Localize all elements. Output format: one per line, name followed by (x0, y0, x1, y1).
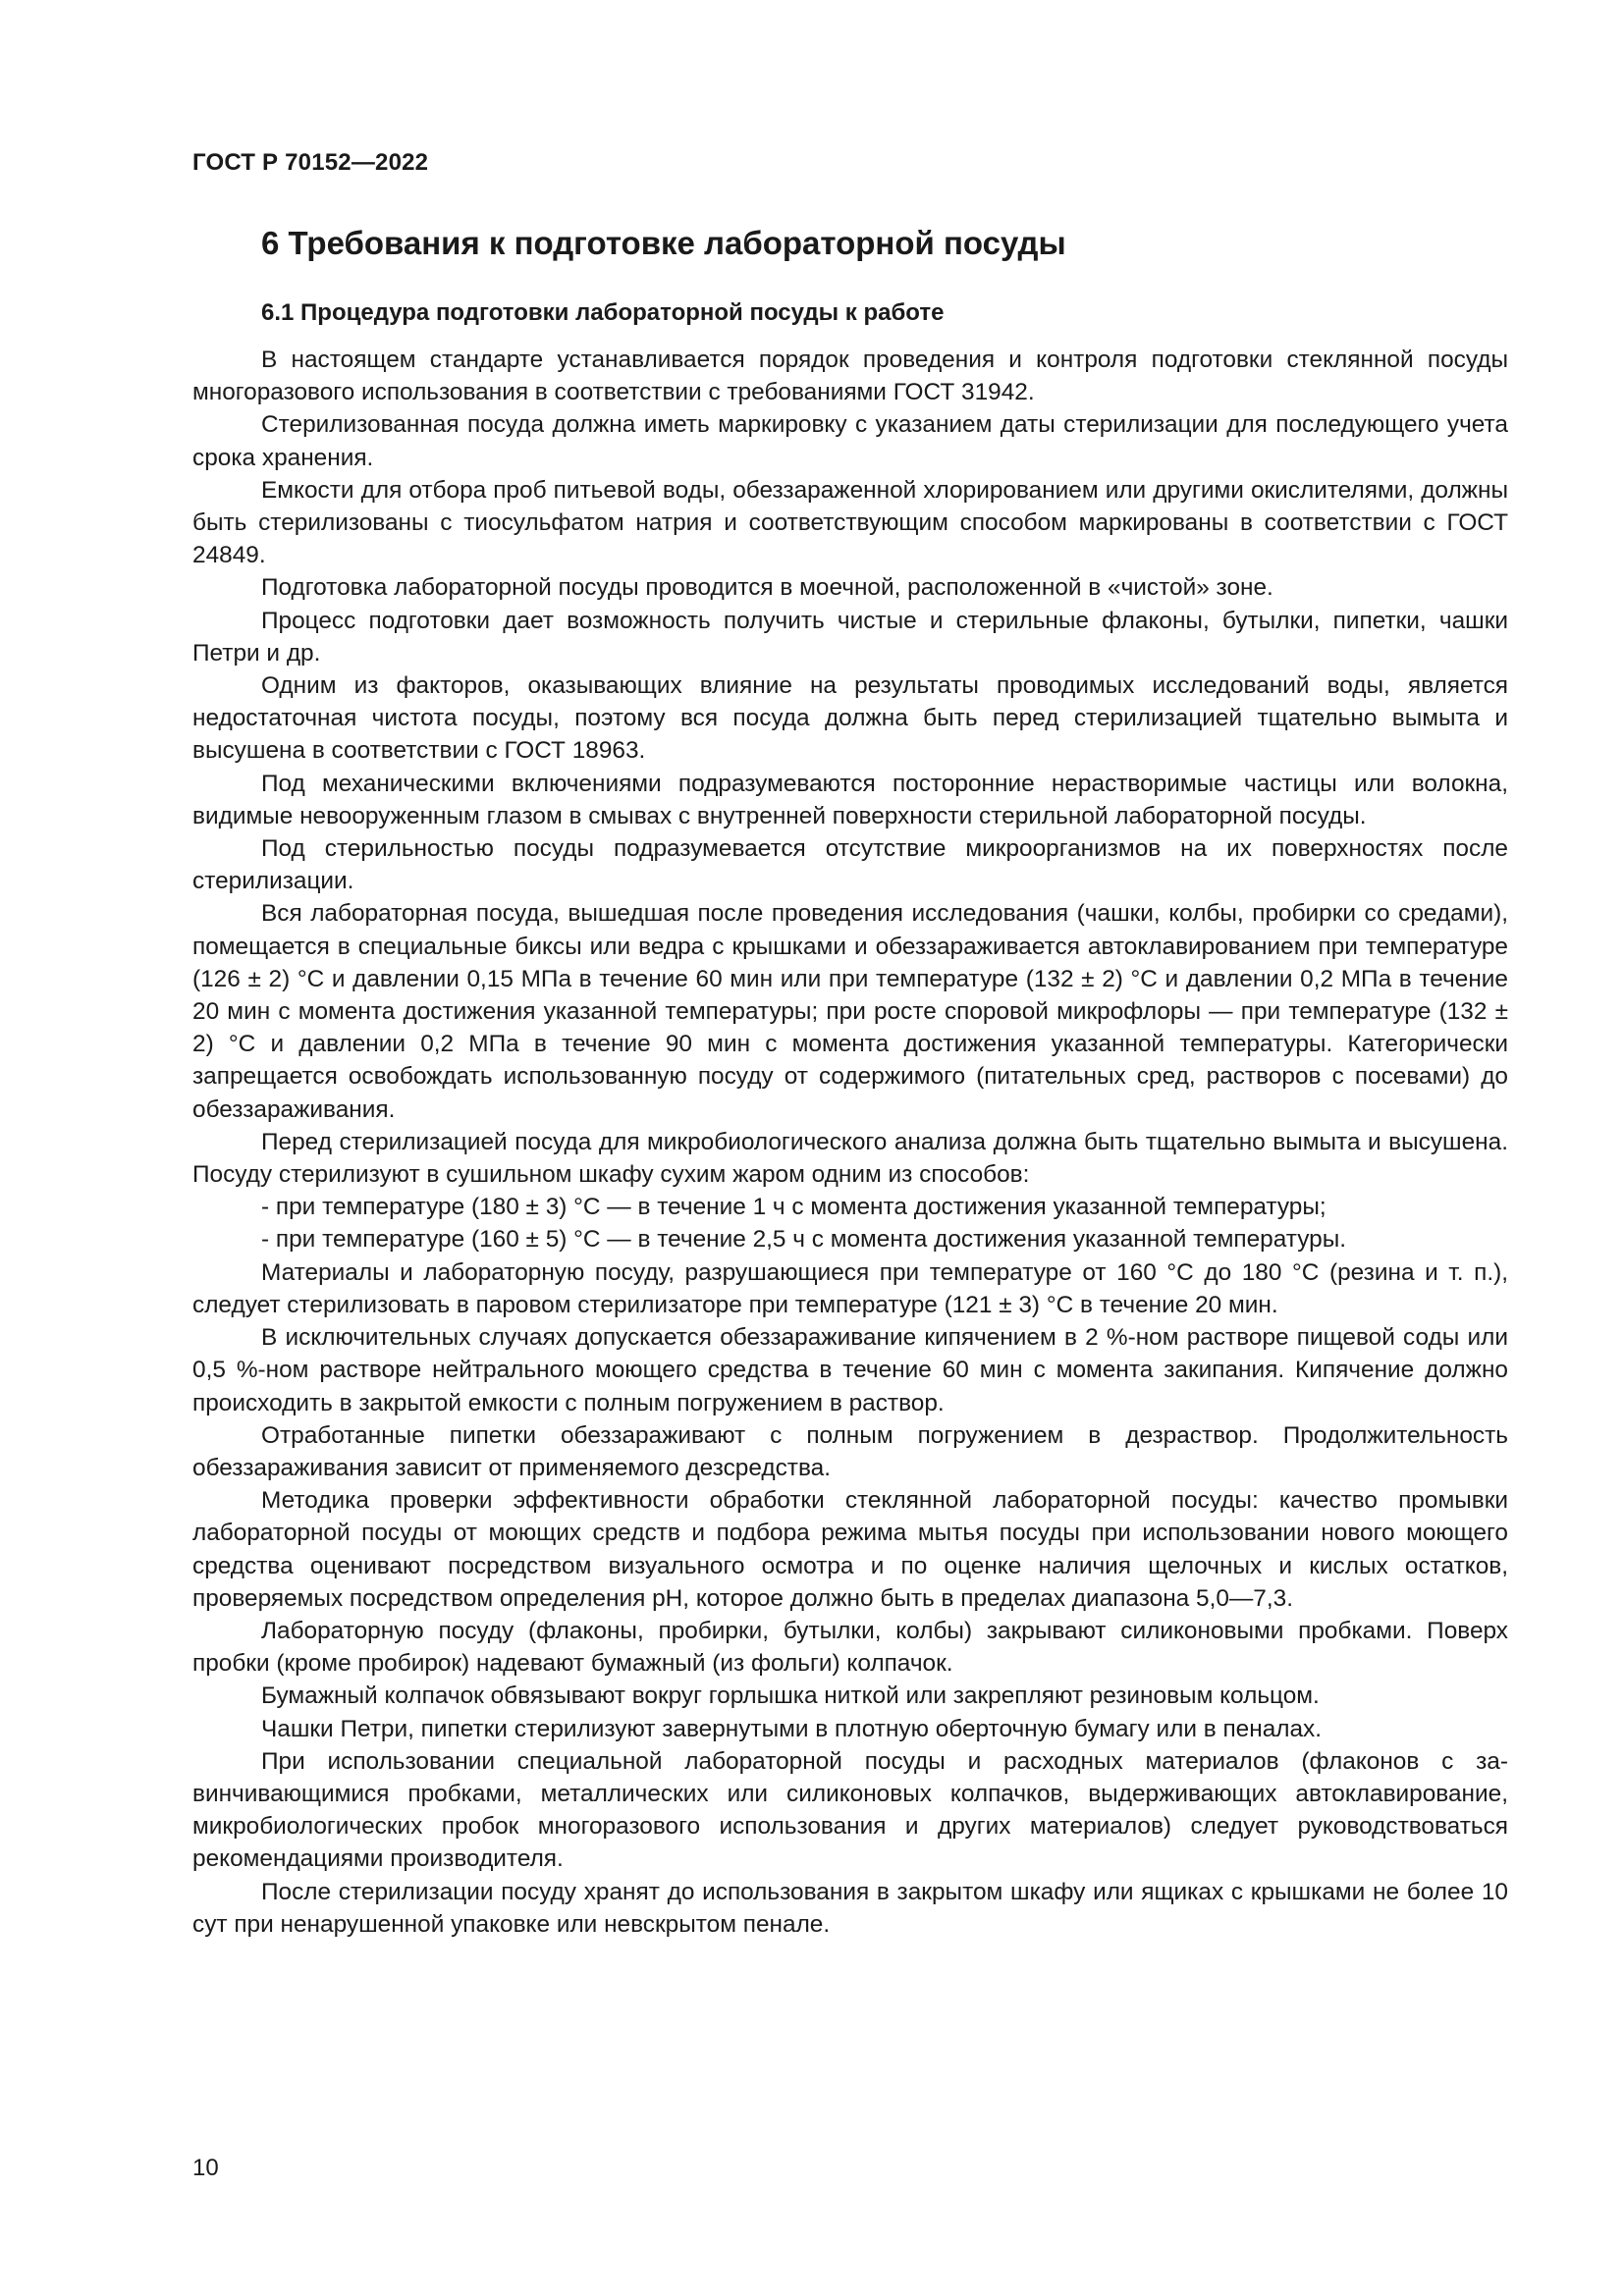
paragraph: Чашки Петри, пипетки стерилизуют завернутыми в плотную оберточную бумагу или в пеналах. (261, 1715, 1323, 1742)
paragraph: В исключительных случаях допускается обеззараживание кипячением в 2 %-ном растворе пищевой соды или 0,5 %-ном растворе нейтрального моющего средства в течение 60 мин с момента закипания. Кипячение должно происходить в закрытой емкости с полным погружением в раствор. (192, 1324, 1508, 1416)
paragraph: Материалы и лабораторную посуду, разрушающиеся при температуре от 160 °С до 180 °С (резина и т. п.), следует стерилизовать в паровом стерилизаторе при температуре (121 ± 3) °С в течение 20 мин. (192, 1258, 1508, 1318)
paragraph: Методика проверки эффективности обработки стеклянной лабораторной посуды: качество промывки лабораторной посуды от моющих средств и подбора режима мытья посуды при использовании нового моющего средства оценивают посредством визуального осмотра и по оценке наличия щелочных и кислых остатков, проверяемых посредством определения pH, которое должно быть в пределах диапазона 5,0—7,3. (192, 1487, 1508, 1612)
paragraph: Стерилизованная посуда должна иметь маркировку с указанием даты стерилизации для последующего учета срока хранения. (192, 411, 1508, 471)
paragraph: Процесс подготовки дает возможность получить чистые и стерильные флаконы, бутылки, пипетки, чашки Петри и др. (192, 607, 1508, 667)
document-code: ГОСТ Р 70152—2022 (192, 149, 429, 176)
paragraph: Лабораторную посуду (флаконы, пробирки, бутылки, колбы) закрывают силиконовыми пробками. Поверх пробки (кроме пробирок) надевают бумажный (из фольги) колпачок. (192, 1617, 1508, 1678)
list-item: - при температуре (160 ± 5) °С — в течение 2,5 ч с момента достижения указанной температуры. (261, 1226, 1347, 1254)
paragraph: Под стерильностью посуды подразумевается отсутствие микроорганизмов на их поверхностях после стерилизации. (192, 835, 1508, 895)
page-number: 10 (192, 2155, 219, 2181)
paragraph: Перед стерилизацией посуда для микробиологического анализа должна быть тщательно вымыта и высушена. Посуду стерилизуют в сушильном шкафу сухим жаром одним из способов: (192, 1128, 1508, 1189)
paragraph: При использовании специальной лабораторной посуды и расходных материалов (флаконов с завинчивающимися пробками, металлических или силиконовых колпачков, выдерживающих автоклавирование, микробиологических пробок многоразового использования и других материалов) следует руководствоваться рекомендациями производителя. (192, 1747, 1508, 1873)
paragraph: Емкости для отбора проб питьевой воды, обеззараженной хлорированием или другими окислителями, должны быть стерилизованы с тиосульфатом натрия и соответствующим способом маркированы в соответствии с ГОСТ 24849. (192, 476, 1508, 569)
list-item: - при температуре (180 ± 3) °С — в течение 1 ч с момента достижения указанной температуры; (261, 1194, 1326, 1221)
paragraph: Подготовка лабораторной посуды проводится в моечной, расположенной в «чистой» зоне. (261, 574, 1273, 602)
paragraph: Бумажный колпачок обвязывают вокруг горлышка ниткой или закрепляют резиновым кольцом. (261, 1682, 1320, 1710)
paragraph: Под механическими включениями подразумеваются посторонние нерастворимые частицы или волокна, видимые невооруженным глазом в смывах с внутренней поверхности стерильной лабораторной посуды. (192, 770, 1508, 829)
paragraph: Вся лабораторная посуда, вышедшая после проведения исследования (чашки, колбы, пробирки со средами), помещается в специальные биксы или ведра с крышками и обеззараживается автоклавированием при температуре (126 ± 2) °С и давлении 0,15 МПа в течение 60 мин или при температуре (132 ± 2) °С и давлении 0,2 МПа в течение 20 мин с момента достижения указанной температуры; при росте споровой микрофлоры — при температуре (132 ± 2) °С и давлении 0,2 МПа в течение 90 мин с момента достижения указанной температуры. Категорически запрещается освобождать использованную посуду от содержимого (питательных сред, растворов с посевами) до обеззараживания. (192, 900, 1508, 1123)
section-6 (192, 218, 1508, 1941)
paragraph: Отработанные пипетки обеззараживают с полным погружением в дезраствор. Продолжительность обеззараживания зависит от применяемого дезсредства. (192, 1421, 1508, 1481)
subsection-title: 6.1 Процедура подготовки лабораторной посуды к работе (261, 299, 945, 326)
paragraph: В настоящем стандарте устанавливается порядок проведения и контроля подготовки стеклянной посуды многоразового использования в соответствии с требованиями ГОСТ 31942. (192, 347, 1508, 406)
paragraph: После стерилизации посуду хранят до использования в закрытом шкафу или ящиках с крышками не более 10 сут при ненарушенной упаковке или невскрытом пенале. (192, 1878, 1508, 1938)
paragraph: Одним из факторов, оказывающих влияние на результаты проводимых исследований воды, является недостаточная чистота посуды, поэтому вся посуда должна быть перед стерилизацией тщательно вымыта и высушена в соответствии с ГОСТ 18963. (192, 672, 1508, 765)
section-title: 6 Требования к подготовке лабораторной посуды (261, 225, 1066, 261)
